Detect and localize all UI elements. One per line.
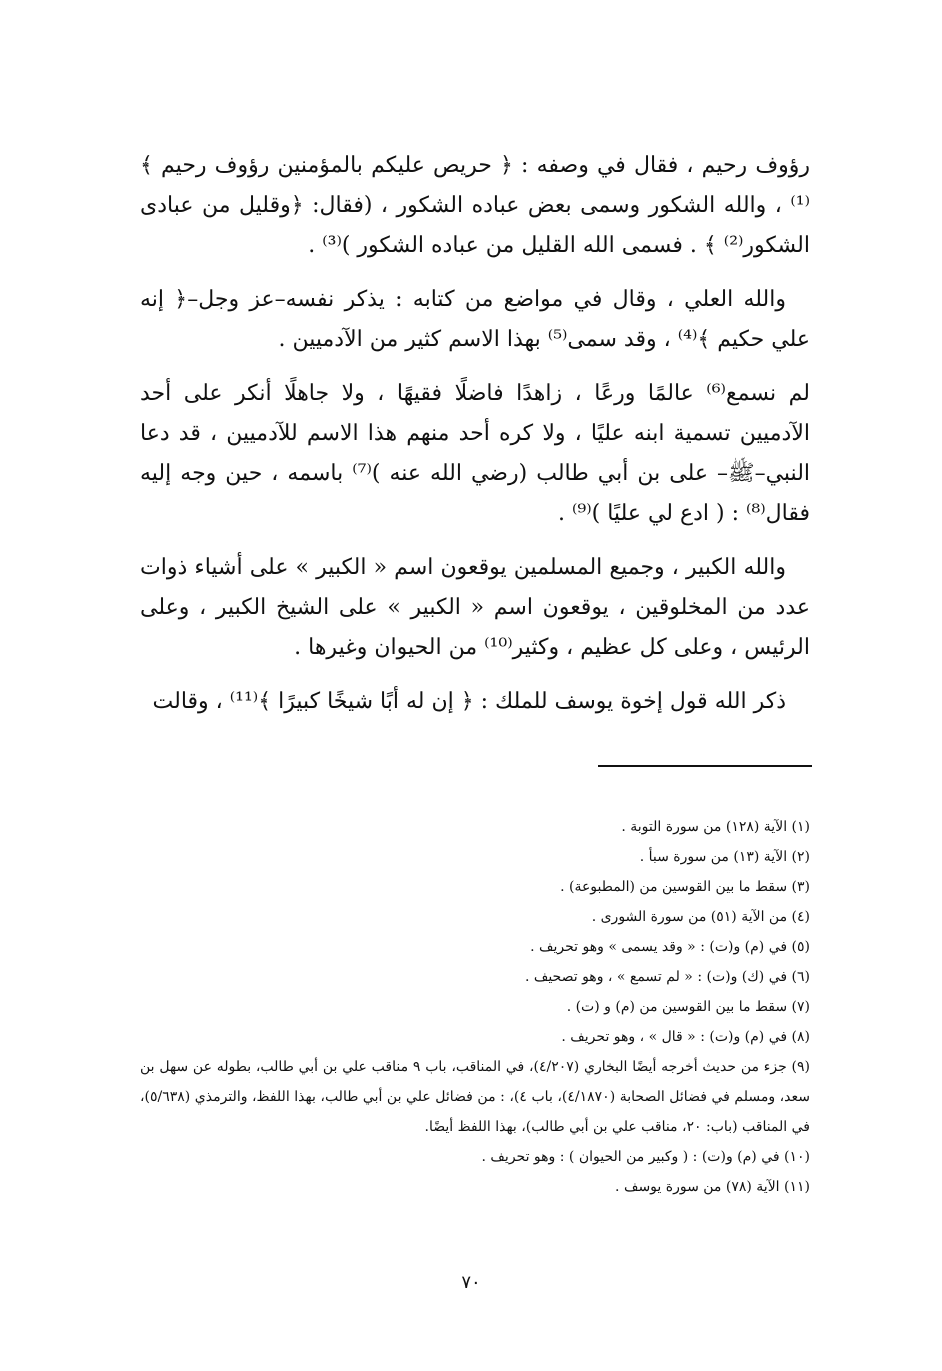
footnote-separator	[598, 765, 812, 767]
paragraph: والله الكبير ، وجميع المسلمين يوقعون اسم « الكبير » على أشياء ذوات عدد من المخلوقين ، يوقعون اسم « الكبير » على الشيخ الكبير ، وعلى الرئيس ، وعلى كل عظيم ، وكثير⁽¹⁰⁾ من الحيوان وغيرها .	[140, 555, 810, 660]
footnote: (٩) جزء من حديث أخرجه أيضًا البخاري (٤/٢٠٧)، في المناقب، باب ٩ مناقب علي بن أبي طالب، بطوله عن سهل بن سعد، ومسلم في فضائل الصحابة (٤/١٨٧٠)، باب ٤)، : من فضائل علي بن أبي طالب، بهذا اللفظ، والترمذي (٥/٦٣٨)، في المناقب (باب: ٢٠، مناقب علي بن أبي طالب)، بهذا اللفظ أيضًا.	[140, 1059, 810, 1135]
paragraph: لم نسمع⁽⁶⁾ عالمًا ورعًا ، زاهدًا فاضلًا فقيهًا ، ولا جاهلًا أنكر على أحد الآدميين تسمية ابنه عليًا ، ولا كره أحد منهم هذا الاسم للآدميين ، قد دعا النبي–ﷺ– على بن أبي طالب (رضي الله عنه )⁽⁷⁾ باسمه ، حين وجه إليه فقال⁽⁸⁾ : ( ادع لي عليًا )⁽⁹⁾ .	[140, 381, 811, 526]
paragraph: رؤوف رحيم ، فقال في وصفه : ﴿ حريص عليكم بالمؤمنين رؤوف رحيم ﴾⁽¹⁾ ، والله الشكور وسمى بعض عباده الشكور ، (فقال: ﴿وقليل من عبادى الشكور⁽²⁾ ﴾ . فسمى الله القليل من عباده الشكور )⁽³⁾ .	[140, 153, 810, 258]
footnote: (٢) الآية (١٣) من سورة سبأ .	[639, 849, 810, 865]
footnote: (١١) الآية (٧٨) من سورة يوسف .	[615, 1179, 810, 1195]
footnote: (٨) في (م) و(ت) : « قال » ، وهو تحريف .	[561, 1029, 810, 1045]
paragraph: والله العلي ، وقال في مواضع من كتابه : يذكر نفسه–عز وجل–﴿ إنه علي حكيم ﴾⁽⁴⁾ ، وقد سمى⁽⁵⁾ بهذا الاسم كثير من الآدميين .	[140, 287, 810, 352]
footnote: (٥) في (م) و(ت) : « وقد يسمى » وهو تحريف .	[530, 939, 810, 955]
footnote: (١) الآية (١٢٨) من سورة التوبة .	[621, 819, 810, 835]
footnote: (٣) سقط ما بين القوسين من (المطبوعة) .	[560, 879, 810, 895]
footnote: (٤) من الآية (٥١) من سورة الشورى .	[591, 909, 810, 925]
main-text	[140, 146, 810, 736]
footnote: (٦) في (ك) و(ت) : « لم تسمع » ، وهو تصحيف .	[524, 969, 810, 985]
footnote: (١٠) في (م) و(ت) : ( وكبير من الحيوان ) : وهو تحريف .	[481, 1149, 810, 1165]
paragraph: ذكر الله قول إخوة يوسف للملك : ﴿ إن له أبًا شيخًا كبيرًا ﴾⁽¹¹⁾ ، وقالت	[152, 689, 786, 714]
footnotes	[140, 812, 810, 1202]
footnote: (٧) سقط ما بين القوسين من (م) و (ت) .	[566, 999, 810, 1015]
page-number: ٧٠	[461, 1272, 481, 1293]
